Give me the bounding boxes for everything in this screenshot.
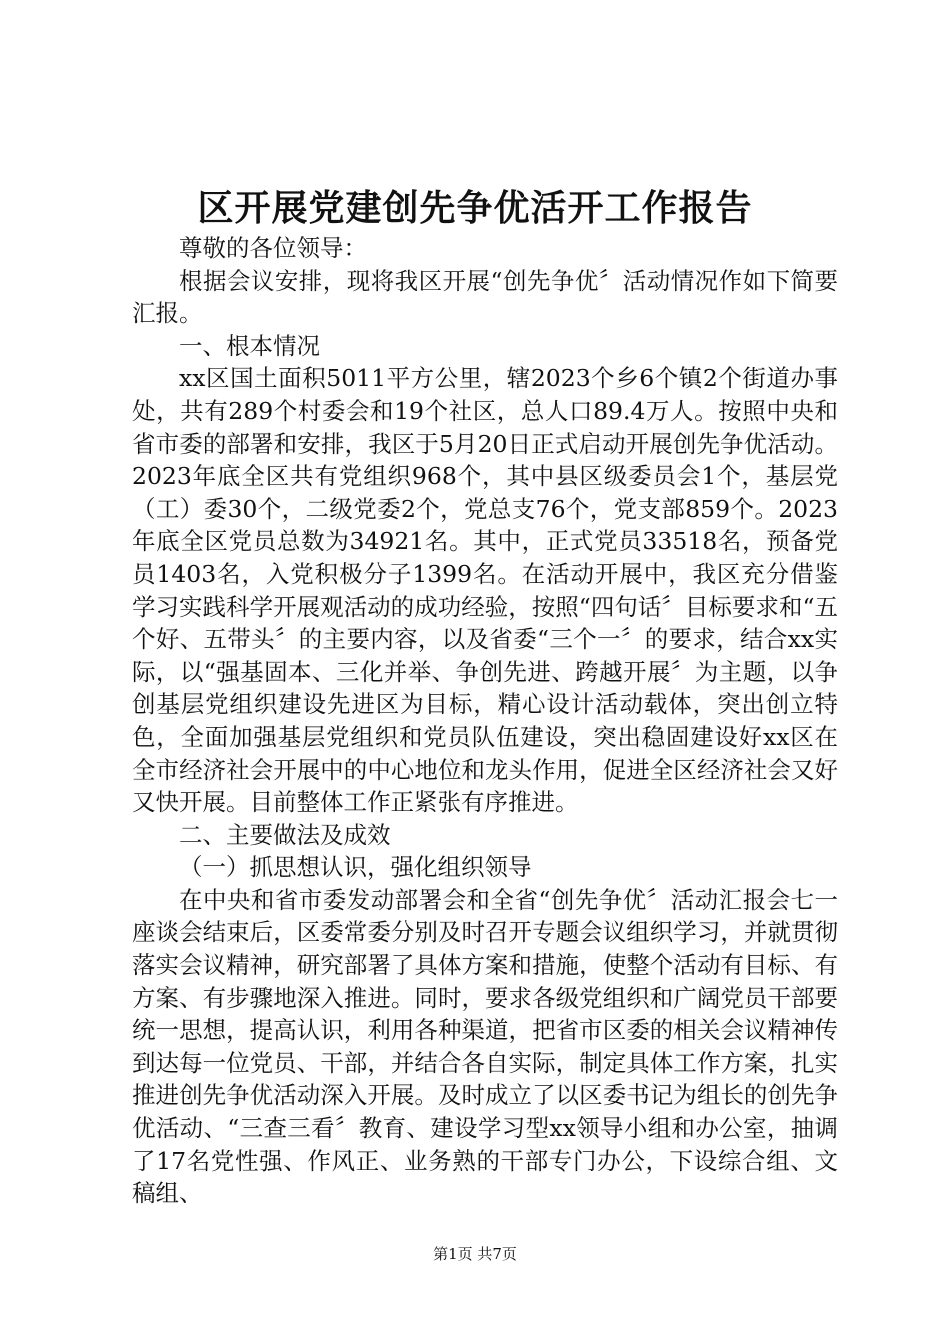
intro-paragraph: 根据会议安排，现将我区开展“创先争优〞活动情况作如下简要汇报。 [132,266,838,328]
section-heading-main-practices: 二、主要做法及成效 [179,820,391,849]
page-number-footer: 第1页 共7页 [433,1245,517,1263]
subsection-heading-ideology: （一）抓思想认识，强化组织领导 [179,853,532,882]
section-heading-basic-situation: 一、根本情况 [179,331,320,360]
basic-situation-paragraph: xx区国土面积5011平方公里，辖2023个乡6个镇2个街道办事处，共有289个村委会和19个社区，总人口89.4万人。按照中央和省市委的部署和安排，我区于5月20日正式启动开展创先争优活动。2023年底全区共有党组织968个，其中县区级委员会1个，基层党（工）委30个，二级党委2个，党总支76个，党支部859个。2023年底全区党员总数为34921名。其中，正式党员33518名，预备党员1403名，入党积极分子1399名。在活动开展中，我区充分借鉴学习实践科学开展观活动的成功经验，按照“四句话〞目标要求和“五个好、五带头〞的主要内容，以及省委“三个一〞的要求，结合xx实际，以“强基固本、三化并举、争创先进、跨越开展〞为主题，以争创基层党组织建设先进区为目标，精心设计活动载体，突出创立特色，全面加强基层党组织和党员队伍建设，突出稳固建设好xx区在全市经济社会开展中的中心地位和龙头作用，促进全区经济社会又好又快开展。目前整体工作正紧张有序推进。 [132,364,838,817]
ideology-paragraph: 在中央和省市委发动部署会和全省“创先争优〞活动汇报会七一座谈会结束后，区委常委分别及时召开专题会议组织学习，并就贯彻落实会议精神，研究部署了具体方案和措施，使整个活动有目标、有方案、有步骤地深入推进。同时，要求各级党组织和广阔党员干部要统一思想，提高认识，利用各种渠道，把省市区委的相关会议精神传到达每一位党员、干部，并结合各自实际，制定具体工作方案，扎实推进创先争优活动深入开展。及时成立了以区委书记为组长的创先争优活动、“三查三看〞教育、建设学习型xx领导小组和办公室，抽调了17名党性强、作风正、业务熟的干部专门办公，下设综合组、文稿组、 [132,885,838,1208]
document-title: 区开展党建创先争优活开工作报告 [197,187,753,229]
salutation: 尊敬的各位领导： [179,234,367,262]
document-body [132,232,838,1210]
